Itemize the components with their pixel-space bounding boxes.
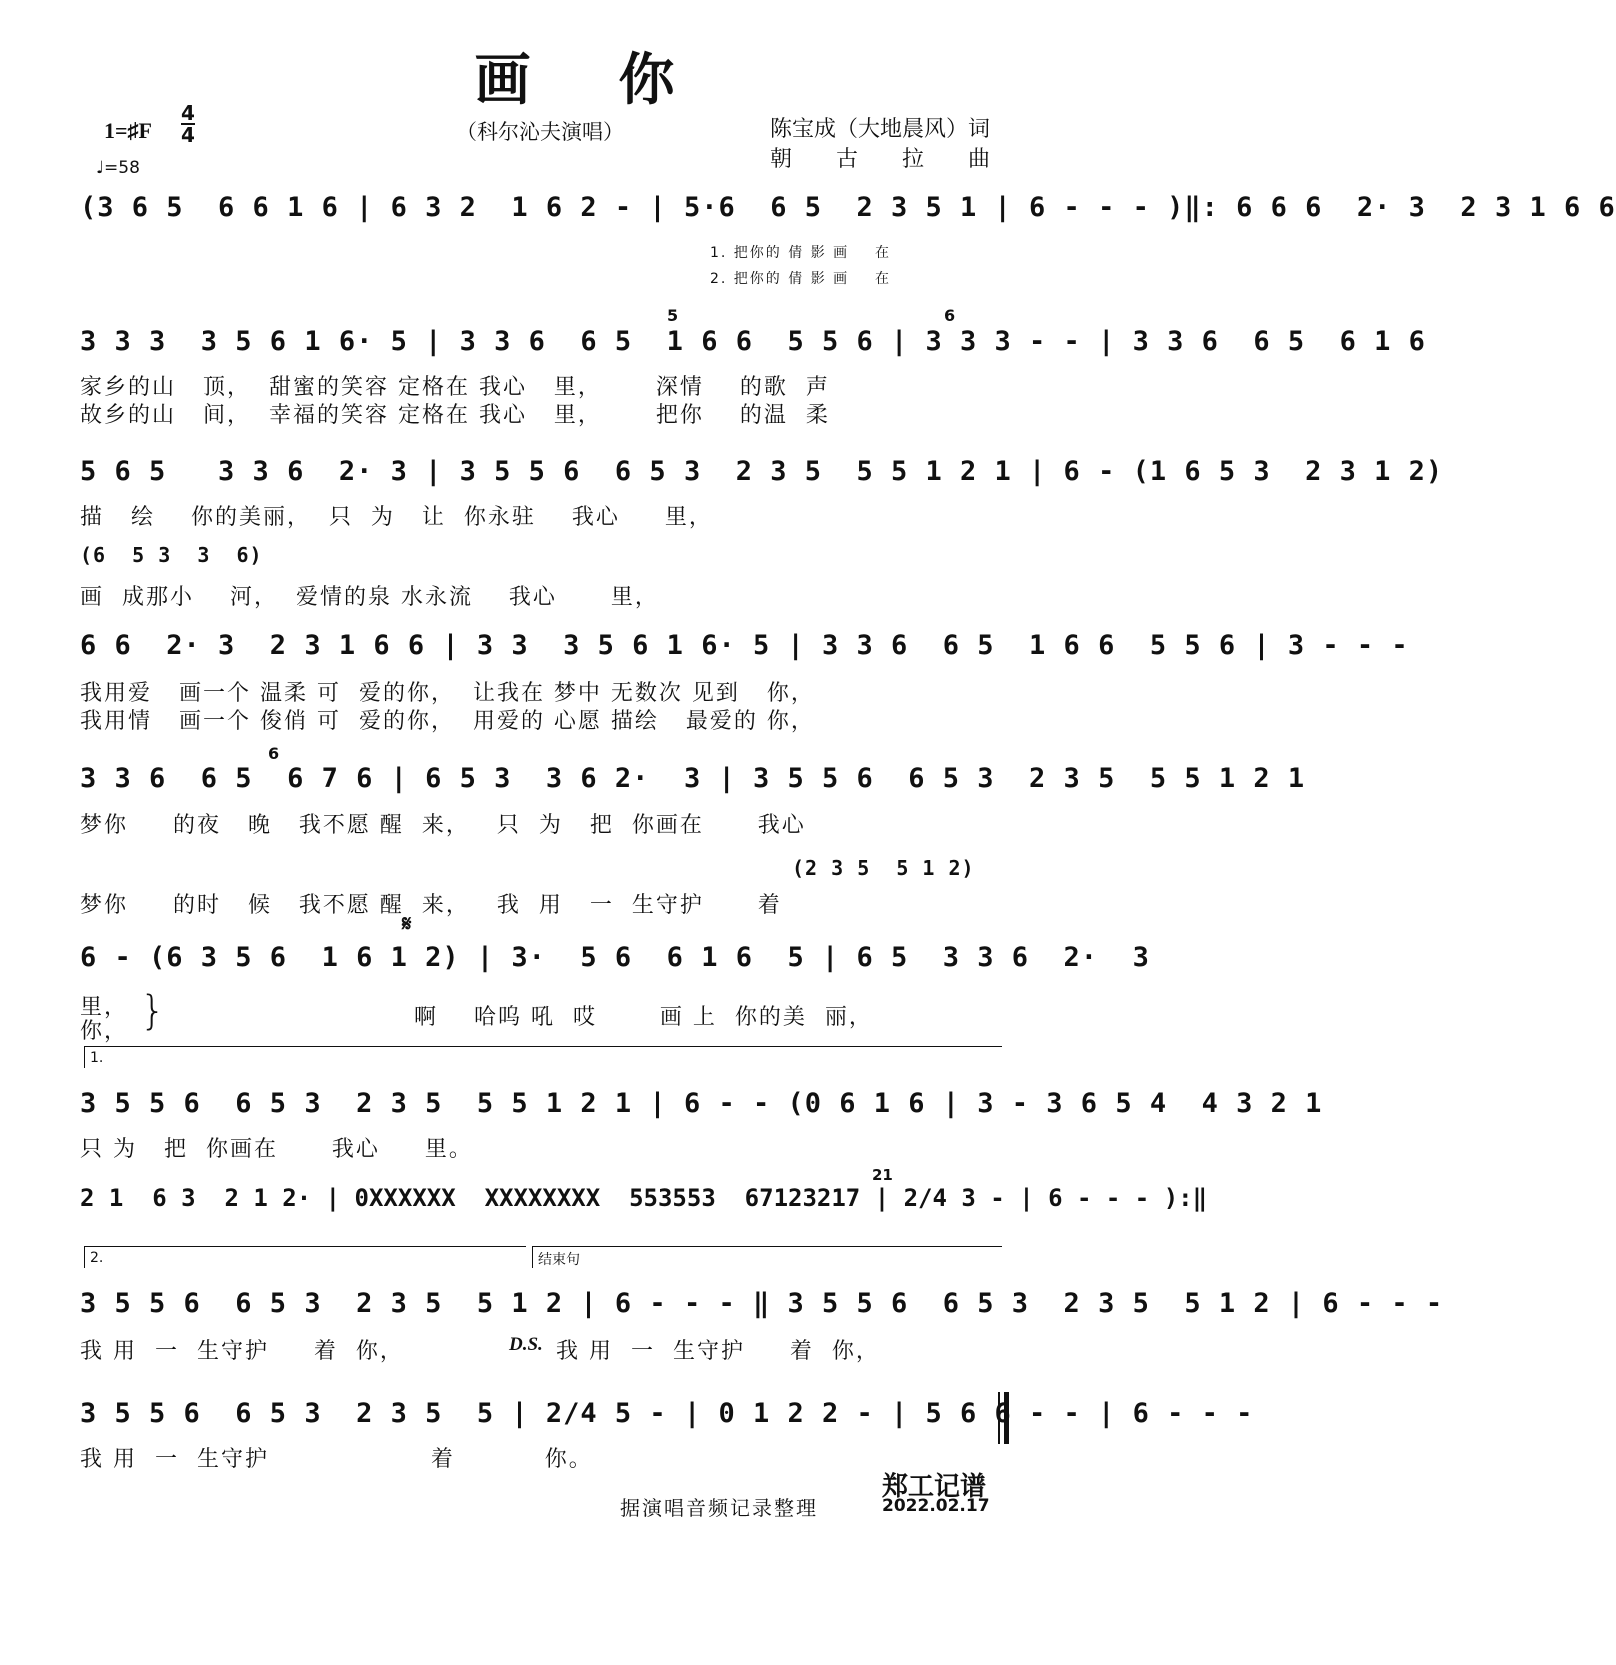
time-signature-top: 4 xyxy=(181,101,195,125)
notation-line-4: 6 6 2· 3 2 3 1 6 6 | 3 3 3 5 6 1 6· 5 | 3 3 6 6 5 1 6 6 5 5 6 | 3 - - - xyxy=(80,630,1409,661)
notation-line-2: 3 3 3 3 5 6 1 6· 5 | 3 3 6 6 5 1 6 6 5 5 6 | 3 3 3 - - | 3 3 6 6 5 6 1 6 xyxy=(80,326,1426,357)
song-title: 画 你 xyxy=(474,48,677,113)
volta-1-label: 1. xyxy=(90,1050,104,1066)
ending-bracket-tick xyxy=(532,1246,533,1268)
notation-line-3: 5 6 5 3 3 6 2· 3 | 3 5 5 6 6 5 3 2 3 5 5 5 1 2 1 | 6 - (1 6 5 3 2 3 1 2) xyxy=(80,456,1444,487)
lyric-line-verse1-intro: 1. 把你的 倩 影 画 在 xyxy=(710,245,891,261)
performer-credit: （科尔沁夫演唱） xyxy=(456,120,624,144)
lyric-line-3: 描 绘 你的美丽， 只 为 让 你永驻 我心 里， xyxy=(80,505,713,530)
ds-marking: D.S. xyxy=(509,1334,543,1355)
grace-note-d: 21 xyxy=(872,1166,893,1184)
lyric-line-2b: 故乡的山 间， 幸福的笑容 定格在 我心 里， 把你 的温 柔 xyxy=(80,403,830,428)
grace-note-a: 5 xyxy=(667,306,679,325)
volta-2-bracket-tick xyxy=(84,1246,85,1268)
time-signature-bottom: 4 xyxy=(181,123,195,147)
transcriber-signature: 郑工记谱 xyxy=(882,1472,987,1502)
lyric-line-9a: 我 用 一 生守护 着 你， xyxy=(80,1339,404,1364)
notation-line-1: (3 6 5 6 6 1 6 | 6 3 2 1 6 2 - | 5·6 6 5 2 3 5 1 | 6 - - - )‖: 6 6 6 2· 3 2 3 1 6 6 xyxy=(80,192,1616,223)
lyric-line-9b: 我 用 一 生守护 着 你， xyxy=(556,1339,880,1364)
lyric-line-5b: 梦你 的时 候 我不愿 醒 来， 我 用 一 生守护 着 xyxy=(80,893,782,918)
lyric-line-3b: 画 成那小 河， 爱情的泉 水永流 我心 里， xyxy=(80,585,659,610)
lyricist-credit: 陈宝成（大地晨风）词 xyxy=(770,117,991,142)
lyric-line-6-ni: 你， xyxy=(80,1019,129,1044)
composer-credit: 朝 古 拉 曲 xyxy=(770,147,1000,172)
volta-1-bracket xyxy=(84,1046,1002,1047)
lyric-line-6: 啊 哈呜 吼 哎 画 上 你的美 丽， xyxy=(414,1005,873,1030)
lyric-line-2a: 家乡的山 顶， 甜蜜的笑容 定格在 我心 里， 深情 的歌 声 xyxy=(80,375,830,400)
volta-1-bracket-tick xyxy=(84,1046,85,1068)
notation-line-3b: (6 5 3 3 6) xyxy=(80,543,263,567)
lyric-line-10: 我 用 一 生守护 着 你。 xyxy=(80,1447,593,1472)
lyric-line-7: 只 为 把 你画在 我心 里。 xyxy=(80,1137,473,1162)
volta-2-label: 2. xyxy=(90,1250,104,1266)
notation-line-5: 3 3 6 6 5 6 7 6 | 6 5 3 3 6 2· 3 | 3 5 5 6 6 5 3 2 3 5 5 5 1 2 1 xyxy=(80,763,1306,794)
notation-line-8: 2 1 6 3 2 1 2· | 0XXXXXX XXXXXXXX 553553 67123217 | 2/4 3 - | 6 - - - ):‖ xyxy=(80,1184,1208,1212)
key-signature: 1=♯F xyxy=(104,118,152,143)
transcription-date: 2022.02.17 xyxy=(882,1496,990,1516)
grace-note-b: 6 xyxy=(944,306,956,325)
notation-line-7: 3 5 5 6 6 5 3 2 3 5 5 5 1 2 1 | 6 - - (0 6 1 6 | 3 - 3 6 5 4 4 3 2 1 xyxy=(80,1088,1323,1119)
ending-bracket xyxy=(532,1246,1002,1247)
brace: } xyxy=(140,988,166,1034)
segno-sign: 𝄋 xyxy=(402,912,412,937)
lyric-line-4b: 我用情 画一个 俊俏 可 爱的你， 用爱的 心愿 描绘 最爱的 你， xyxy=(80,709,815,734)
final-barline-thin xyxy=(998,1392,1000,1444)
transcription-note: 据演唱音频记录整理 xyxy=(620,1496,818,1520)
lyric-line-6-li: 里， xyxy=(80,995,129,1020)
notation-line-10: 3 5 5 6 6 5 3 2 3 5 5 | 2/4 5 - | 0 1 2 2 - | 5 6 6 - - | 6 - - - xyxy=(80,1398,1254,1429)
time-signature xyxy=(181,101,195,147)
notation-line-9: 3 5 5 6 6 5 3 2 3 5 5 1 2 | 6 - - - ‖ 3 5 5 6 6 5 3 2 3 5 5 1 2 | 6 - - - xyxy=(80,1288,1444,1319)
notation-line-5b: (2 3 5 5 1 2) xyxy=(792,856,975,880)
tempo-marking: ♩=58 xyxy=(96,158,140,178)
grace-note-c: 6 xyxy=(268,744,280,763)
notation-line-6: 6 - (6 3 5 6 1 6 1 2) | 3· 5 6 6 1 6 5 | 6 5 3 3 6 2· 3 xyxy=(80,942,1150,973)
lyric-line-verse2-intro: 2. 把你的 倩 影 画 在 xyxy=(710,271,891,287)
final-barline-thick xyxy=(1004,1392,1009,1444)
lyric-line-4a: 我用爱 画一个 温柔 可 爱的你， 让我在 梦中 无数次 见到 你， xyxy=(80,681,815,706)
ending-label: 结束句 xyxy=(538,1252,580,1268)
volta-2-bracket xyxy=(84,1246,526,1247)
lyric-line-5a: 梦你 的夜 晚 我不愿 醒 来， 只 为 把 你画在 我心 xyxy=(80,813,806,838)
